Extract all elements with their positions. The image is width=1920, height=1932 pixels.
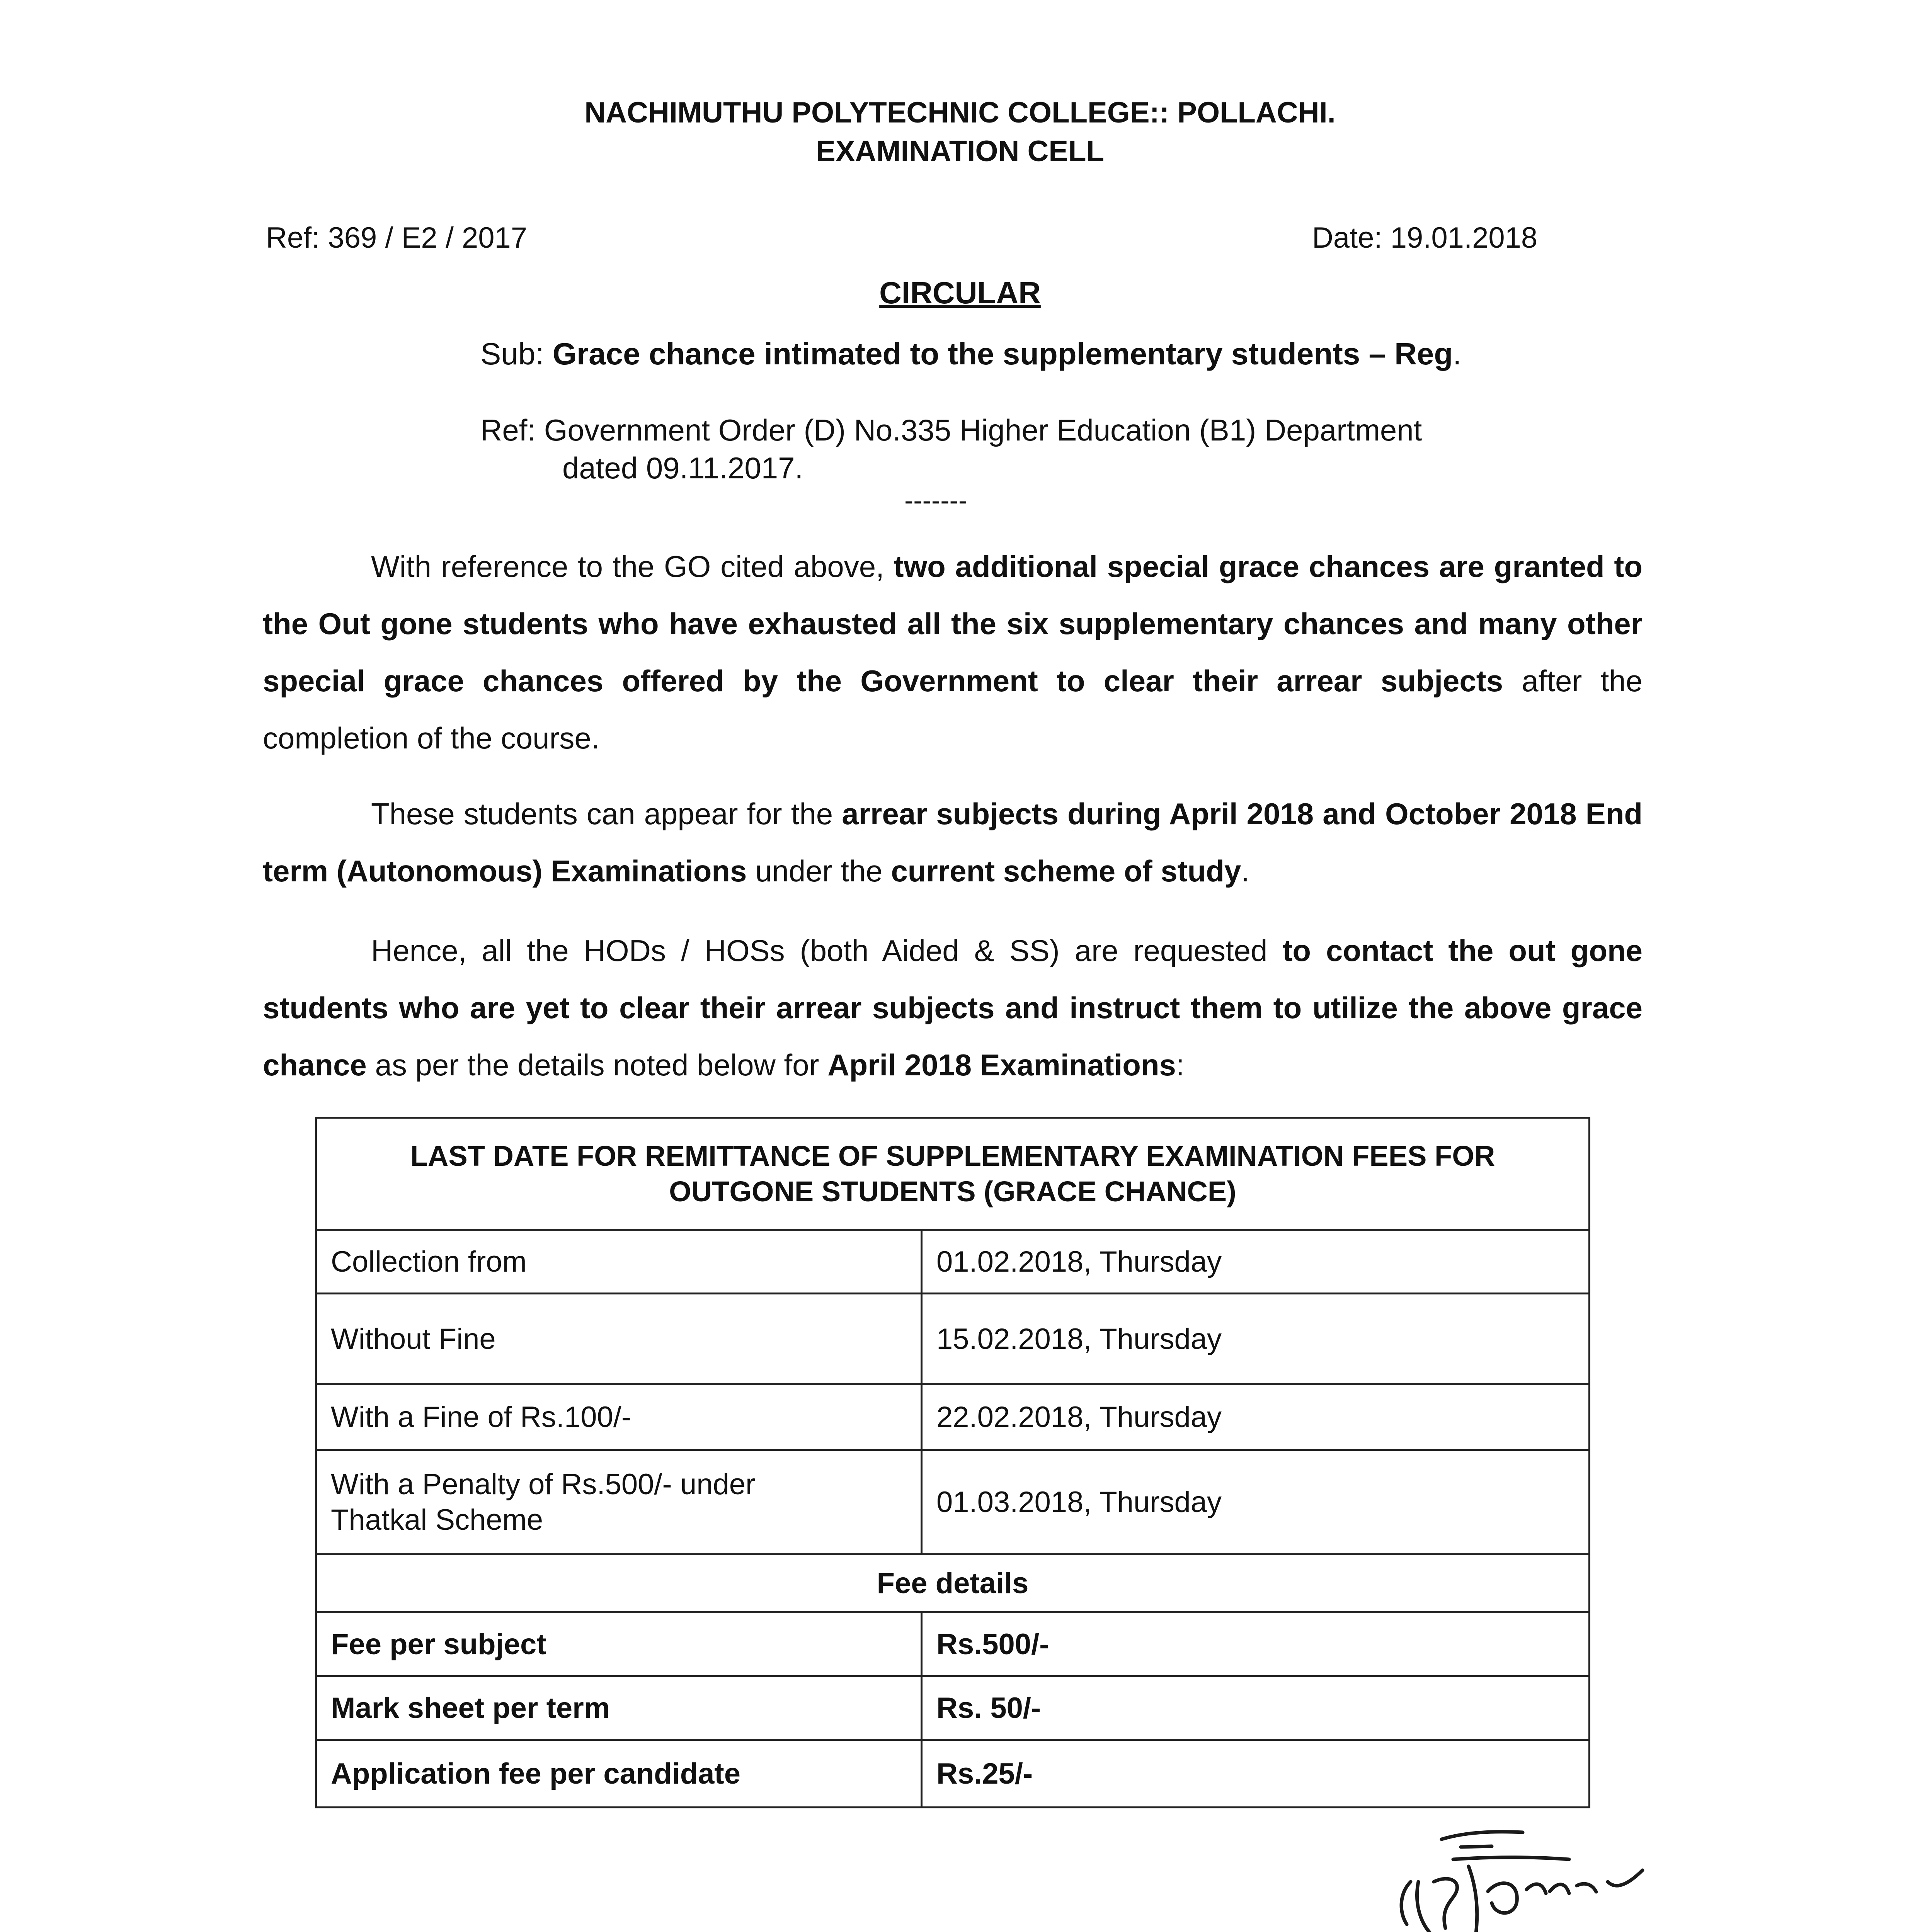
table-heading-line1: LAST DATE FOR REMITTANCE OF SUPPLEMENTARY EXAMINATION FEES FOR: [410, 1139, 1495, 1172]
subject-end: .: [1453, 337, 1462, 371]
fee-label: Mark sheet per term: [316, 1676, 922, 1740]
circular-date: Date: 19.01.2018: [1312, 221, 1538, 254]
p3-b: to contact the out gone students who are yet to clear their arrear subjects and instruct them to utilize the above grace chance: [263, 934, 1643, 1082]
table-heading: [316, 1118, 1590, 1230]
paragraph-3: [263, 922, 1643, 1094]
table-heading-row: [316, 1118, 1590, 1230]
p3-c: as per the details noted below for: [366, 1048, 828, 1082]
p1-c: after the completion of the course.: [263, 664, 1643, 755]
fee-label: Fee per subject: [316, 1612, 922, 1676]
reference-number: Ref: 369 / E2 / 2017: [266, 221, 528, 254]
divider: -------: [904, 485, 968, 515]
subject-text: Grace chance intimated to the supplementary students – Reg: [552, 337, 1453, 371]
fee-value: Rs. 50/-: [922, 1676, 1590, 1740]
fee-label: Application fee per candidate: [316, 1740, 922, 1808]
subject-line: [480, 336, 1462, 372]
date-label: Collection from: [316, 1230, 922, 1294]
table-heading-line2: OUTGONE STUDENTS (GRACE CHANCE): [669, 1175, 1236, 1208]
p2-a: These students can appear for the: [371, 797, 842, 831]
p3-d: April 2018 Examinations: [827, 1048, 1176, 1082]
college-name: NACHIMUTHU POLYTECHNIC COLLEGE:: POLLACHI.: [584, 96, 1336, 129]
table-row: [316, 1612, 1590, 1676]
subject-prefix: Sub:: [480, 337, 553, 371]
fee-table: [315, 1117, 1590, 1808]
date-label-line2: Thatkal Scheme: [331, 1503, 543, 1536]
fee-value: Rs.500/-: [922, 1612, 1590, 1676]
p2-c: under the: [747, 854, 891, 888]
table-row: [316, 1676, 1590, 1740]
table-row: [316, 1740, 1590, 1808]
paragraph-2: [263, 785, 1643, 900]
p1-a: With reference to the GO cited above,: [371, 549, 894, 583]
reference-go-line2: dated 09.11.2017.: [562, 451, 803, 485]
table-row: [316, 1294, 1590, 1384]
date-value: 01.03.2018, Thursday: [922, 1450, 1590, 1554]
fee-details-heading: Fee details: [316, 1554, 1590, 1612]
date-label-line1: With a Penalty of Rs.500/- under: [331, 1468, 756, 1501]
table-row: [316, 1384, 1590, 1450]
date-value: 01.02.2018, Thursday: [922, 1230, 1590, 1294]
paragraph-1: [263, 538, 1643, 767]
fee-heading-row: [316, 1554, 1590, 1612]
p2-e: .: [1241, 854, 1249, 888]
p2-d: current scheme of study: [891, 854, 1241, 888]
date-label: Without Fine: [316, 1294, 922, 1384]
p2-b: arrear subjects during April 2018 and October 2018 End term (Autonomous) Examinations: [263, 797, 1643, 888]
table-row: [316, 1230, 1590, 1294]
p1-b: two additional special grace chances are granted to the Out gone students who have exhausted all the six supplementary chances and many other special grace chances offered by the Government to clear their arrear subjects: [263, 549, 1643, 698]
p3-e: :: [1176, 1048, 1185, 1082]
date-value: 15.02.2018, Thursday: [922, 1294, 1590, 1384]
circular-title: CIRCULAR: [879, 276, 1041, 310]
p3-a: Hence, all the HODs / HOSs (both Aided & SS) are requested: [371, 934, 1283, 968]
reference-go-line1: Ref: Government Order (D) No.335 Higher Education (B1) Department: [480, 413, 1422, 447]
date-value: 22.02.2018, Thursday: [922, 1384, 1590, 1450]
fee-value: Rs.25/-: [922, 1740, 1590, 1808]
date-label: [316, 1450, 922, 1554]
examination-cell: EXAMINATION CELL: [816, 135, 1104, 168]
date-label: With a Fine of Rs.100/-: [316, 1384, 922, 1450]
table-row: [316, 1450, 1590, 1554]
principal-signature: [1376, 1824, 1662, 1932]
